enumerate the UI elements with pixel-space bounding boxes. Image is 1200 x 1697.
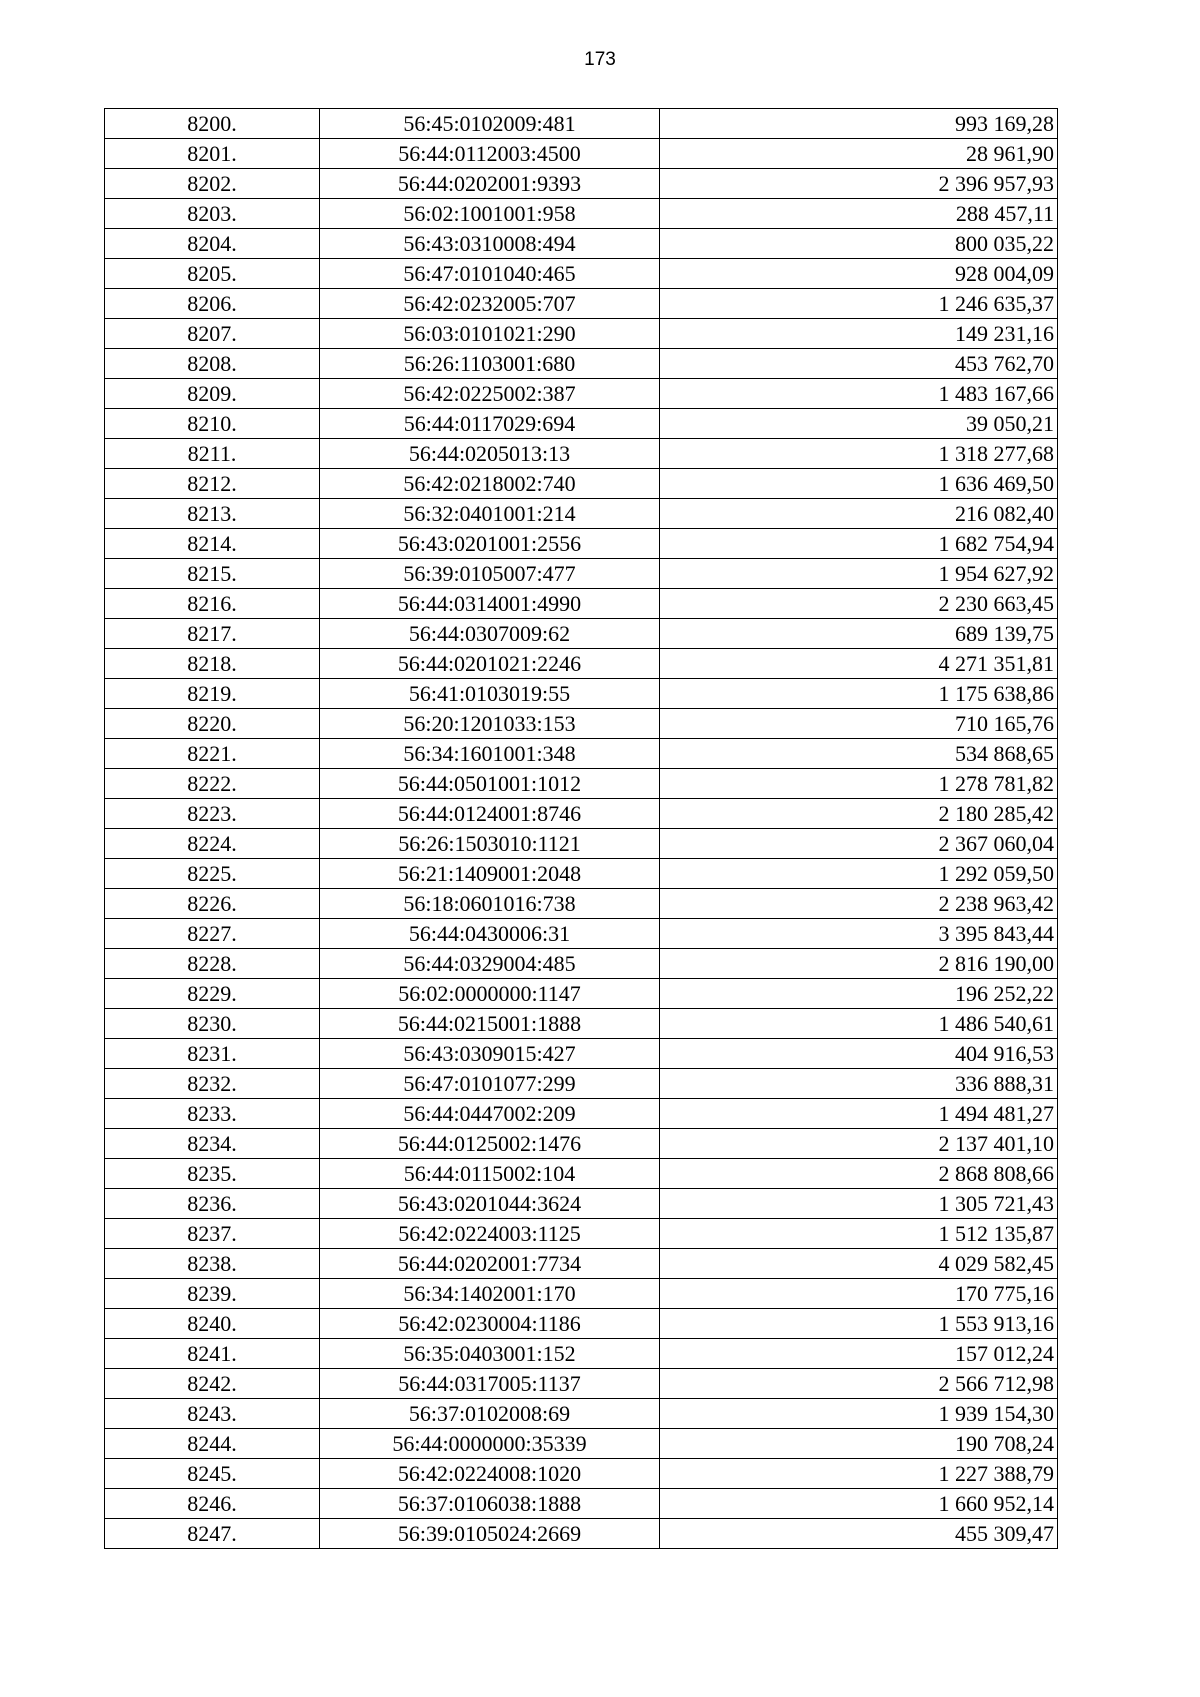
table-row: [105, 1159, 1058, 1189]
table-row: [105, 619, 1058, 649]
row-number-cell: 8204.: [105, 229, 320, 259]
table-row: [105, 1039, 1058, 1069]
cadastral-value-cell: 928 004,09: [660, 259, 1058, 289]
cadastral-value-cell: 170 775,16: [660, 1279, 1058, 1309]
table-row: [105, 949, 1058, 979]
table-row: [105, 379, 1058, 409]
cadastral-number-cell: 56:41:0103019:55: [320, 679, 660, 709]
cadastral-number-cell: 56:44:0112003:4500: [320, 139, 660, 169]
cadastral-number-cell: 56:43:0310008:494: [320, 229, 660, 259]
cadastral-value-cell: 288 457,11: [660, 199, 1058, 229]
table-row: [105, 559, 1058, 589]
row-number-cell: 8203.: [105, 199, 320, 229]
table-row: [105, 409, 1058, 439]
page-number: 173: [584, 49, 616, 70]
cadastral-value-cell: 710 165,76: [660, 709, 1058, 739]
row-number-cell: 8210.: [105, 409, 320, 439]
table-row: [105, 1429, 1058, 1459]
cadastral-number-cell: 56:44:0215001:1888: [320, 1009, 660, 1039]
cadastral-number-cell: 56:43:0309015:427: [320, 1039, 660, 1069]
table-row: [105, 709, 1058, 739]
cadastral-value-cell: 336 888,31: [660, 1069, 1058, 1099]
row-number-cell: 8231.: [105, 1039, 320, 1069]
row-number-cell: 8238.: [105, 1249, 320, 1279]
row-number-cell: 8239.: [105, 1279, 320, 1309]
row-number-cell: 8246.: [105, 1489, 320, 1519]
row-number-cell: 8240.: [105, 1309, 320, 1339]
table-row: [105, 1009, 1058, 1039]
row-number-cell: 8229.: [105, 979, 320, 1009]
cadastral-value-cell: 1 292 059,50: [660, 859, 1058, 889]
cadastral-number-cell: 56:42:0218002:740: [320, 469, 660, 499]
row-number-cell: 8242.: [105, 1369, 320, 1399]
row-number-cell: 8234.: [105, 1129, 320, 1159]
cadastral-number-cell: 56:35:0403001:152: [320, 1339, 660, 1369]
cadastral-value-table: [104, 108, 1058, 1549]
cadastral-number-cell: 56:42:0224008:1020: [320, 1459, 660, 1489]
cadastral-value-cell: 2 367 060,04: [660, 829, 1058, 859]
cadastral-number-cell: 56:44:0205013:13: [320, 439, 660, 469]
table-row: [105, 769, 1058, 799]
row-number-cell: 8236.: [105, 1189, 320, 1219]
cadastral-value-cell: 1 954 627,92: [660, 559, 1058, 589]
row-number-cell: 8244.: [105, 1429, 320, 1459]
table-row: [105, 469, 1058, 499]
row-number-cell: 8208.: [105, 349, 320, 379]
row-number-cell: 8206.: [105, 289, 320, 319]
table-row: [105, 349, 1058, 379]
table-row: [105, 1129, 1058, 1159]
cadastral-value-cell: 689 139,75: [660, 619, 1058, 649]
table-row: [105, 739, 1058, 769]
row-number-cell: 8223.: [105, 799, 320, 829]
table-row: [105, 919, 1058, 949]
cadastral-value-cell: 196 252,22: [660, 979, 1058, 1009]
row-number-cell: 8214.: [105, 529, 320, 559]
table-row: [105, 589, 1058, 619]
cadastral-number-cell: 56:26:1103001:680: [320, 349, 660, 379]
table-row: [105, 649, 1058, 679]
row-number-cell: 8222.: [105, 769, 320, 799]
table-row: [105, 1069, 1058, 1099]
cadastral-number-cell: 56:37:0102008:69: [320, 1399, 660, 1429]
cadastral-number-cell: 56:42:0230004:1186: [320, 1309, 660, 1339]
cadastral-number-cell: 56:47:0101077:299: [320, 1069, 660, 1099]
table-row: [105, 1519, 1058, 1549]
cadastral-value-cell: 1 305 721,43: [660, 1189, 1058, 1219]
cadastral-value-cell: 28 961,90: [660, 139, 1058, 169]
row-number-cell: 8211.: [105, 439, 320, 469]
row-number-cell: 8201.: [105, 139, 320, 169]
cadastral-value-cell: 3 395 843,44: [660, 919, 1058, 949]
table-row: [105, 1099, 1058, 1129]
cadastral-value-cell: 4 271 351,81: [660, 649, 1058, 679]
cadastral-value-cell: 2 396 957,93: [660, 169, 1058, 199]
table-row: [105, 1279, 1058, 1309]
table-row: [105, 859, 1058, 889]
cadastral-value-cell: 2 566 712,98: [660, 1369, 1058, 1399]
cadastral-value-cell: 534 868,65: [660, 739, 1058, 769]
cadastral-value-cell: 800 035,22: [660, 229, 1058, 259]
row-number-cell: 8209.: [105, 379, 320, 409]
cadastral-value-cell: 455 309,47: [660, 1519, 1058, 1549]
cadastral-number-cell: 56:43:0201001:2556: [320, 529, 660, 559]
cadastral-number-cell: 56:02:0000000:1147: [320, 979, 660, 1009]
row-number-cell: 8220.: [105, 709, 320, 739]
row-number-cell: 8212.: [105, 469, 320, 499]
cadastral-number-cell: 56:44:0501001:1012: [320, 769, 660, 799]
table-row: [105, 1339, 1058, 1369]
row-number-cell: 8245.: [105, 1459, 320, 1489]
cadastral-value-cell: 1 512 135,87: [660, 1219, 1058, 1249]
cadastral-value-cell: 149 231,16: [660, 319, 1058, 349]
cadastral-value-cell: 39 050,21: [660, 409, 1058, 439]
cadastral-number-cell: 56:42:0225002:387: [320, 379, 660, 409]
table-row: [105, 1309, 1058, 1339]
cadastral-number-cell: 56:03:0101021:290: [320, 319, 660, 349]
cadastral-value-cell: 1 483 167,66: [660, 379, 1058, 409]
row-number-cell: 8218.: [105, 649, 320, 679]
cadastral-number-cell: 56:39:0105007:477: [320, 559, 660, 589]
cadastral-value-cell: 1 939 154,30: [660, 1399, 1058, 1429]
row-number-cell: 8213.: [105, 499, 320, 529]
table-row: [105, 1249, 1058, 1279]
cadastral-number-cell: 56:18:0601016:738: [320, 889, 660, 919]
row-number-cell: 8227.: [105, 919, 320, 949]
row-number-cell: 8243.: [105, 1399, 320, 1429]
cadastral-value-cell: 2 816 190,00: [660, 949, 1058, 979]
table-row: [105, 1189, 1058, 1219]
row-number-cell: 8235.: [105, 1159, 320, 1189]
cadastral-value-cell: 1 494 481,27: [660, 1099, 1058, 1129]
cadastral-number-cell: 56:47:0101040:465: [320, 259, 660, 289]
cadastral-number-cell: 56:44:0117029:694: [320, 409, 660, 439]
cadastral-value-cell: 1 636 469,50: [660, 469, 1058, 499]
row-number-cell: 8217.: [105, 619, 320, 649]
table-row: [105, 319, 1058, 349]
row-number-cell: 8233.: [105, 1099, 320, 1129]
table-row: [105, 799, 1058, 829]
table-row: [105, 529, 1058, 559]
table-row: [105, 499, 1058, 529]
cadastral-value-cell: 1 660 952,14: [660, 1489, 1058, 1519]
cadastral-number-cell: 56:26:1503010:1121: [320, 829, 660, 859]
cadastral-number-cell: 56:44:0202001:7734: [320, 1249, 660, 1279]
cadastral-value-cell: 1 486 540,61: [660, 1009, 1058, 1039]
cadastral-value-cell: 1 227 388,79: [660, 1459, 1058, 1489]
table-row: [105, 139, 1058, 169]
cadastral-number-cell: 56:39:0105024:2669: [320, 1519, 660, 1549]
cadastral-value-cell: 216 082,40: [660, 499, 1058, 529]
table-row: [105, 169, 1058, 199]
table-body: [105, 109, 1058, 1549]
table-row: [105, 889, 1058, 919]
row-number-cell: 8225.: [105, 859, 320, 889]
cadastral-value-cell: 2 137 401,10: [660, 1129, 1058, 1159]
cadastral-number-cell: 56:02:1001001:958: [320, 199, 660, 229]
row-number-cell: 8241.: [105, 1339, 320, 1369]
table-row: [105, 829, 1058, 859]
table-row: [105, 1369, 1058, 1399]
cadastral-value-cell: 2 238 963,42: [660, 889, 1058, 919]
row-number-cell: 8207.: [105, 319, 320, 349]
cadastral-value-cell: 1 318 277,68: [660, 439, 1058, 469]
cadastral-value-cell: 4 029 582,45: [660, 1249, 1058, 1279]
cadastral-value-cell: 404 916,53: [660, 1039, 1058, 1069]
cadastral-value-cell: 453 762,70: [660, 349, 1058, 379]
cadastral-number-cell: 56:37:0106038:1888: [320, 1489, 660, 1519]
row-number-cell: 8200.: [105, 109, 320, 139]
cadastral-value-cell: 1 682 754,94: [660, 529, 1058, 559]
cadastral-value-cell: 1 175 638,86: [660, 679, 1058, 709]
cadastral-number-cell: 56:32:0401001:214: [320, 499, 660, 529]
cadastral-number-cell: 56:45:0102009:481: [320, 109, 660, 139]
cadastral-number-cell: 56:44:0447002:209: [320, 1099, 660, 1129]
cadastral-number-cell: 56:34:1601001:348: [320, 739, 660, 769]
row-number-cell: 8230.: [105, 1009, 320, 1039]
table-row: [105, 1219, 1058, 1249]
row-number-cell: 8219.: [105, 679, 320, 709]
table-row: [105, 199, 1058, 229]
cadastral-number-cell: 56:44:0317005:1137: [320, 1369, 660, 1399]
cadastral-number-cell: 56:20:1201033:153: [320, 709, 660, 739]
table-row: [105, 1399, 1058, 1429]
cadastral-number-cell: 56:44:0124001:8746: [320, 799, 660, 829]
cadastral-value-cell: 2 868 808,66: [660, 1159, 1058, 1189]
row-number-cell: 8202.: [105, 169, 320, 199]
cadastral-value-cell: 2 230 663,45: [660, 589, 1058, 619]
table-row: [105, 109, 1058, 139]
table-row: [105, 1459, 1058, 1489]
row-number-cell: 8216.: [105, 589, 320, 619]
table-row: [105, 1489, 1058, 1519]
cadastral-number-cell: 56:44:0307009:62: [320, 619, 660, 649]
cadastral-value-cell: 993 169,28: [660, 109, 1058, 139]
table-row: [105, 259, 1058, 289]
cadastral-number-cell: 56:34:1402001:170: [320, 1279, 660, 1309]
cadastral-number-cell: 56:44:0125002:1476: [320, 1129, 660, 1159]
table-row: [105, 979, 1058, 1009]
table-row: [105, 679, 1058, 709]
cadastral-value-cell: 1 278 781,82: [660, 769, 1058, 799]
cadastral-number-cell: 56:44:0430006:31: [320, 919, 660, 949]
table-row: [105, 439, 1058, 469]
cadastral-number-cell: 56:44:0202001:9393: [320, 169, 660, 199]
row-number-cell: 8205.: [105, 259, 320, 289]
cadastral-number-cell: 56:42:0224003:1125: [320, 1219, 660, 1249]
row-number-cell: 8247.: [105, 1519, 320, 1549]
cadastral-number-cell: 56:44:0329004:485: [320, 949, 660, 979]
row-number-cell: 8232.: [105, 1069, 320, 1099]
cadastral-number-cell: 56:44:0201021:2246: [320, 649, 660, 679]
row-number-cell: 8215.: [105, 559, 320, 589]
table-row: [105, 289, 1058, 319]
cadastral-value-cell: 2 180 285,42: [660, 799, 1058, 829]
cadastral-value-cell: 1 553 913,16: [660, 1309, 1058, 1339]
cadastral-number-cell: 56:43:0201044:3624: [320, 1189, 660, 1219]
cadastral-value-cell: 190 708,24: [660, 1429, 1058, 1459]
row-number-cell: 8224.: [105, 829, 320, 859]
cadastral-number-cell: 56:21:1409001:2048: [320, 859, 660, 889]
row-number-cell: 8226.: [105, 889, 320, 919]
cadastral-number-cell: 56:42:0232005:707: [320, 289, 660, 319]
cadastral-value-cell: 1 246 635,37: [660, 289, 1058, 319]
row-number-cell: 8228.: [105, 949, 320, 979]
cadastral-number-cell: 56:44:0000000:35339: [320, 1429, 660, 1459]
cadastral-value-cell: 157 012,24: [660, 1339, 1058, 1369]
row-number-cell: 8237.: [105, 1219, 320, 1249]
table-row: [105, 229, 1058, 259]
cadastral-number-cell: 56:44:0314001:4990: [320, 589, 660, 619]
row-number-cell: 8221.: [105, 739, 320, 769]
cadastral-number-cell: 56:44:0115002:104: [320, 1159, 660, 1189]
